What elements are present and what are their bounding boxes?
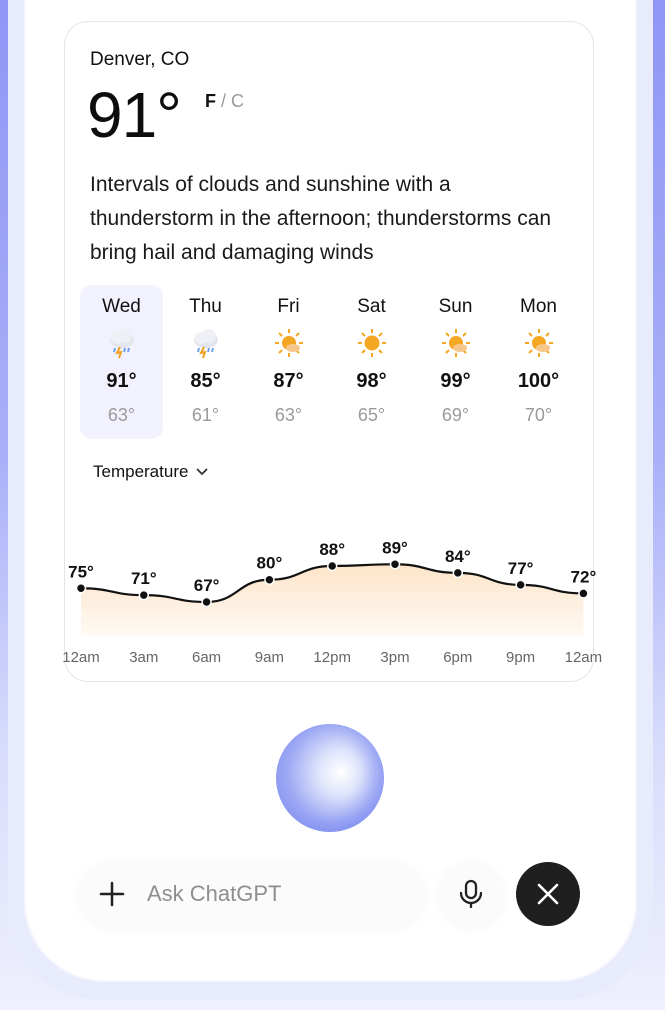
- day-high-temp: 99°: [440, 370, 471, 392]
- temperature-point[interactable]: [391, 560, 400, 569]
- temperature-point[interactable]: [516, 580, 525, 589]
- composer-input[interactable]: [78, 861, 426, 927]
- current-temperature: 91°: [87, 79, 181, 151]
- day-low-temp: 69°: [441, 405, 470, 425]
- thunderstorm-icon: [80, 327, 163, 359]
- temperature-point[interactable]: [265, 575, 274, 584]
- day-name: Fri: [277, 296, 300, 317]
- day-name: Sat: [357, 296, 386, 317]
- day-high-temp: 87°: [273, 370, 304, 392]
- metric-selector[interactable]: [93, 462, 208, 482]
- forecast-day-sun[interactable]: [414, 285, 497, 439]
- temperature-point[interactable]: [579, 589, 588, 598]
- metric-label: Temperature: [93, 462, 189, 481]
- temperature-point[interactable]: [77, 584, 86, 593]
- composer-placeholder[interactable]: Ask ChatGPT: [147, 881, 282, 906]
- close-icon: [536, 882, 560, 906]
- unit-c-option[interactable]: C: [231, 91, 245, 111]
- unit-toggle[interactable]: [205, 91, 244, 112]
- temperature-data-label: 80°: [256, 553, 283, 573]
- temperature-point[interactable]: [328, 562, 337, 571]
- close-voice-button[interactable]: [516, 862, 580, 926]
- temperature-point[interactable]: [453, 568, 462, 577]
- x-tick-label: 9pm: [506, 649, 536, 666]
- temperature-point[interactable]: [202, 598, 211, 607]
- x-tick-label: 12am: [62, 649, 100, 666]
- day-name: Wed: [102, 296, 141, 317]
- temperature-point[interactable]: [139, 591, 148, 600]
- day-high-temp: 91°: [106, 370, 137, 392]
- microphone-icon: [458, 879, 484, 909]
- day-low-temp: 63°: [107, 405, 136, 425]
- x-tick-label: 6am: [192, 649, 222, 666]
- thunderstorm-icon: [164, 327, 247, 359]
- plus-icon[interactable]: [98, 880, 126, 908]
- location-label: Denver, CO: [90, 49, 190, 70]
- sun-icon: [330, 327, 413, 359]
- x-tick-label: 3pm: [380, 649, 410, 666]
- day-low-temp: 65°: [357, 405, 386, 425]
- chevron-down-icon: [196, 468, 208, 476]
- microphone-button[interactable]: [438, 861, 504, 927]
- forecast-day-fri[interactable]: [247, 285, 330, 439]
- weather-description: Intervals of clouds and sunshine with a thunderstorm in the afternoon; thunderstorms can bring hail and damaging winds: [90, 173, 552, 264]
- x-tick-label: 12am: [564, 649, 603, 666]
- day-name: Sun: [438, 296, 473, 317]
- temperature-data-label: 88°: [319, 540, 346, 559]
- day-low-temp: 61°: [191, 405, 220, 425]
- x-tick-label: 12pm: [313, 649, 351, 666]
- temperature-data-label: 72°: [570, 567, 597, 587]
- forecast-day-mon[interactable]: [497, 285, 580, 439]
- unit-separator: /: [221, 91, 227, 111]
- day-high-temp: 98°: [356, 370, 387, 392]
- day-low-temp: 70°: [524, 405, 553, 425]
- temperature-data-label: 77°: [507, 558, 534, 578]
- partly-sunny-icon: [497, 327, 580, 359]
- partly-sunny-icon: [414, 327, 497, 359]
- temperature-data-label: 67°: [193, 576, 220, 595]
- temperature-data-label: 89°: [382, 538, 408, 558]
- day-name: Thu: [189, 296, 222, 317]
- temperature-chart-svg: [62, 516, 603, 666]
- partly-sunny-icon: [247, 327, 330, 359]
- x-tick-label: 6pm: [443, 649, 473, 666]
- x-tick-label: 3am: [129, 649, 159, 666]
- forecast-days: [80, 285, 580, 439]
- day-high-temp: 100°: [517, 370, 560, 392]
- temperature-chart: [62, 516, 603, 666]
- day-low-temp: 63°: [274, 405, 303, 425]
- x-tick-label: 9am: [254, 649, 284, 666]
- temperature-data-label: 75°: [68, 562, 94, 582]
- temperature-data-label: 84°: [444, 546, 471, 566]
- forecast-day-wed[interactable]: [80, 285, 163, 439]
- unit-f-option[interactable]: F: [205, 91, 216, 111]
- day-name: Mon: [520, 296, 557, 317]
- voice-orb: [276, 724, 384, 832]
- temperature-data-label: 71°: [130, 569, 157, 589]
- weather-card: [62, 21, 603, 682]
- forecast-day-sat[interactable]: [330, 285, 413, 439]
- forecast-day-thu[interactable]: [164, 285, 247, 439]
- day-high-temp: 85°: [190, 370, 221, 392]
